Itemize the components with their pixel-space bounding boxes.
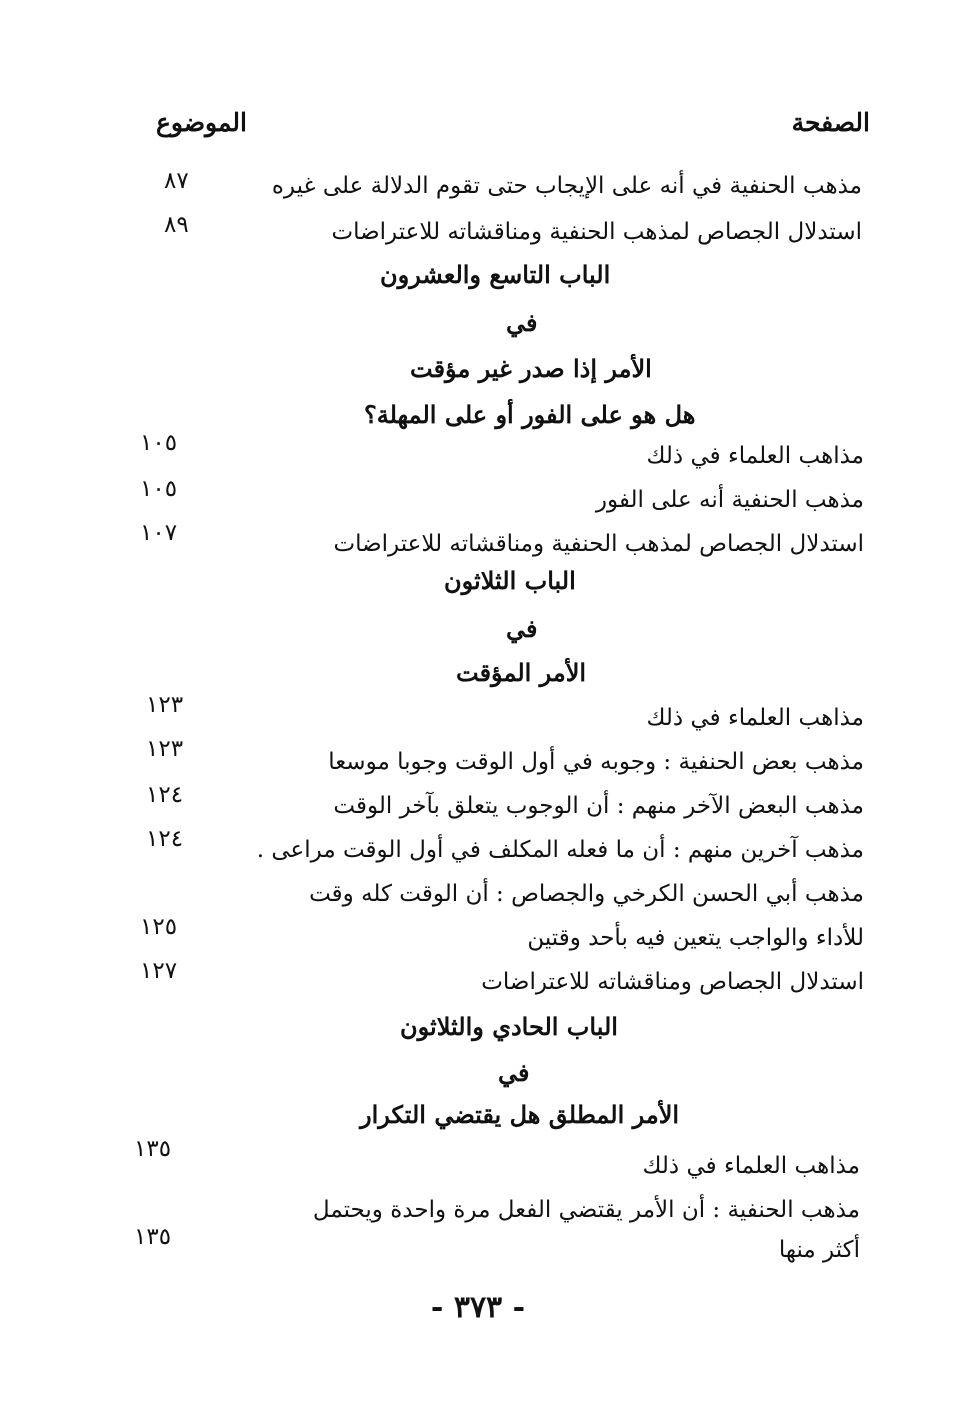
entry-page: ١٢٣ — [146, 736, 184, 762]
chapter-heading: في — [498, 1058, 530, 1087]
entry-text: مذهب آخرين منهم : أن ما فعله المكلف في أول الوقت مراعى . — [256, 837, 864, 863]
entry-page: ١٣٥ — [134, 1224, 172, 1250]
entry-page: ١٢٥ — [140, 914, 178, 940]
entry-page: ١٣٥ — [134, 1136, 172, 1162]
chapter-heading: الأمر المؤقت — [456, 658, 587, 687]
entry-text: مذهب بعض الحنفية : وجوبه في أول الوقت وجوبا موسعا — [328, 749, 864, 775]
entry-page: ١٢٤ — [146, 782, 184, 808]
entry-text: مذاهب العلماء في ذلك — [646, 705, 864, 731]
chapter-heading: الباب الحادي والثلاثون — [400, 1012, 618, 1041]
entry-text: للأداء والواجب يتعين فيه بأحد وقتين — [527, 925, 864, 951]
entry-text: استدلال الجصاص ومناقشاته للاعتراضات — [481, 969, 864, 995]
entry-text: استدلال الجصاص لمذهب الحنفية ومناقشاته للاعتراضات — [333, 531, 864, 557]
page-number: - ٣٧٣ - — [430, 1290, 526, 1325]
chapter-heading: الباب الثلاثون — [444, 566, 576, 595]
entry-text: مذهب البعض الآخر منهم : أن الوجوب يتعلق بآخر الوقت — [333, 793, 864, 819]
entry-text: مذهب أبي الحسن الكرخي والجصاص : أن الوقت كله وقت — [309, 881, 864, 907]
entry-page: ١٢٤ — [146, 826, 184, 852]
entry-text: استدلال الجصاص لمذهب الحنفية ومناقشاته للاعتراضات — [331, 219, 862, 245]
entry-page: ١٢٣ — [146, 692, 184, 718]
topic-column-header: الموضوع — [156, 108, 247, 137]
entry-text: مذاهب العلماء في ذلك — [642, 1153, 860, 1179]
entry-text: أكثر منها — [778, 1237, 860, 1263]
entry-page: ١٠٥ — [140, 476, 178, 502]
chapter-heading: الأمر إذا صدر غير مؤقت — [410, 354, 652, 383]
chapter-heading: في — [506, 308, 538, 337]
chapter-heading: في — [506, 614, 538, 643]
entry-page: ٨٩ — [164, 212, 189, 238]
entry-page: ١٠٥ — [140, 430, 178, 456]
chapter-heading: هل هو على الفور أو على المهلة؟ — [364, 400, 696, 429]
entry-text: مذاهب العلماء في ذلك — [646, 443, 864, 469]
page-column-header: الصفحة — [791, 108, 870, 137]
entry-text: مذهب الحنفية أنه على الفور — [595, 487, 864, 513]
entry-page: ٨٧ — [164, 168, 189, 194]
chapter-heading: الأمر المطلق هل يقتضي التكرار — [360, 1100, 680, 1129]
entry-text: مذهب الحنفية : أن الأمر يقتضي الفعل مرة واحدة ويحتمل — [312, 1197, 860, 1223]
entry-text: مذهب الحنفية في أنه على الإيجاب حتى تقوم الدلالة على غيره — [271, 173, 862, 199]
chapter-heading: الباب التاسع والعشرون — [380, 260, 611, 289]
entry-page: ١٠٧ — [140, 520, 178, 546]
entry-page: ١٢٧ — [140, 958, 178, 984]
